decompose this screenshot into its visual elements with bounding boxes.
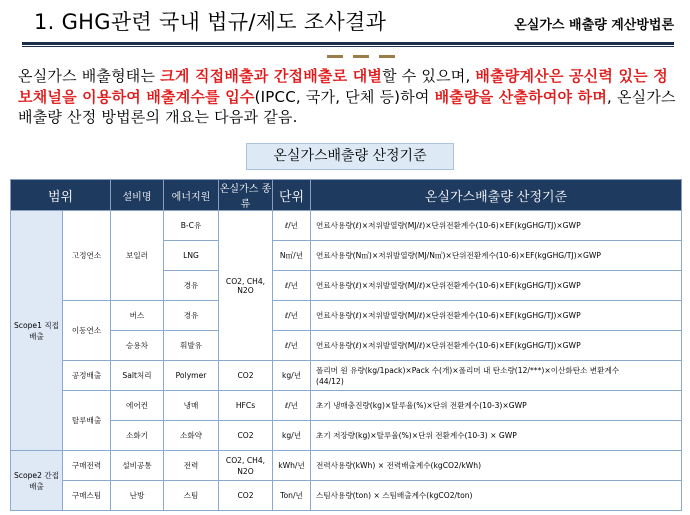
formula-cell: 연료사용량(ℓ)×저위발열량(MJ/ℓ)×단위전환계수(10-6)×EF(kgGHG/TJ)×GWP <box>311 271 682 301</box>
gas-cell: CO2 <box>219 361 273 391</box>
unit-cell: ℓ/년 <box>273 391 311 421</box>
category-cell: 공정배출 <box>63 361 111 391</box>
unit-cell: ℓ/년 <box>273 331 311 361</box>
equipment-cell: 승용차 <box>111 331 164 361</box>
energy-cell: B-C유 <box>164 211 219 241</box>
unit-cell: kg/년 <box>273 361 311 391</box>
header-energy: 에너지원 <box>164 180 219 211</box>
category-cell: 탈루배출 <box>63 391 111 451</box>
intro-paragraph: 온실가스 배출형태는 크게 직접배출과 간접배출로 대별할 수 있으며, 배출량계산은 공신력 있는 정보채널을 이용하여 배출계수를 입수(IPCC, 국가, 단체 등)하여 배출량을 산출하여야 하며, 온실가스 배출량 산정 방법론의 개요는 다음과 같음. <box>18 67 676 126</box>
category-cell: 구매전력 <box>63 451 111 481</box>
unit-cell: ℓ/년 <box>273 211 311 241</box>
title-rule-thin <box>22 46 674 47</box>
formula-cell: 연료사용량(ℓ)×저위발열량(MJ/ℓ)×단위전환계수(10-6)×EF(kgGHG/TJ)×GWP <box>311 331 682 361</box>
formula-cell: 연료사용량(ℓ)×저위발열량(MJ/ℓ)×단위전환계수(10-6)×EF(kgGHG/TJ)×GWP <box>311 301 682 331</box>
equipment-cell: 에어컨 <box>111 391 164 421</box>
energy-cell: 소화약 <box>164 421 219 451</box>
equipment-cell: Salt처리 <box>111 361 164 391</box>
scope1-cell: Scope1 직접배출 <box>11 211 63 451</box>
formula-cell: 연료사용량(ℓ)×저위발열량(MJ/ℓ)×단위전환계수(10-6)×EF(kgGHG/TJ)×GWP <box>311 211 682 241</box>
highlight-2: 배출량계산은 공신력 있는 정보채널을 이용하여 배출계수를 입수 <box>18 67 668 106</box>
table-row <box>11 331 682 361</box>
formula-cell: 초기 냉매충진량(kg)×탈루율(%)×단위 전환계수(10-3)×GWP <box>311 391 682 421</box>
formula-cell: 초기 저장량(kg)×탈루율(%)×단위 전환계수(10-3) × GWP <box>311 421 682 451</box>
table-row <box>11 391 682 421</box>
unit-cell: kWh/년 <box>273 451 311 481</box>
energy-cell: 전력 <box>164 451 219 481</box>
formula-cell: 연료사용량(N㎥)×저위발열량(MJ/N㎥)×단위전환계수(10-6)×EF(kgGHG/TJ)×GWP <box>311 241 682 271</box>
category-cell: 구매스팀 <box>63 481 111 511</box>
table-row <box>11 211 682 241</box>
energy-cell: LNG <box>164 241 219 271</box>
table-row <box>11 361 682 391</box>
table-row <box>11 481 682 511</box>
equipment-cell: 난방 <box>111 481 164 511</box>
category-cell: 이동연소 <box>63 301 111 361</box>
standard-label: 온실가스배출량 산정기준 <box>246 143 454 170</box>
header-scope: 범위 <box>11 180 111 211</box>
gas-cell: CO2, CH4, N2O <box>219 211 273 361</box>
page-title: 1. GHG관련 국내 법규/제도 조사결과 <box>34 10 387 34</box>
unit-cell: kg/년 <box>273 421 311 451</box>
equipment-cell: 설비공통 <box>111 451 164 481</box>
gas-cell: HFCs <box>219 391 273 421</box>
energy-cell: 냉매 <box>164 391 219 421</box>
unit-cell: Ton/년 <box>273 481 311 511</box>
gas-cell: CO2 <box>219 421 273 451</box>
unit-cell: ℓ/년 <box>273 271 311 301</box>
table-row <box>11 451 682 481</box>
table-row <box>11 301 682 331</box>
highlight-3: 배출량을 산출하여야 하며 <box>434 87 608 106</box>
unit-cell: ℓ/년 <box>273 301 311 331</box>
header-formula: 온실가스배출량 산정기준 <box>311 180 682 211</box>
energy-cell: 경유 <box>164 301 219 331</box>
ghg-calculation-table <box>10 179 682 511</box>
header-unit: 단위 <box>273 180 311 211</box>
energy-cell: 휘발유 <box>164 331 219 361</box>
unit-cell: N㎥/년 <box>273 241 311 271</box>
title-rule-thick <box>22 42 674 45</box>
equipment-cell: 소화기 <box>111 421 164 451</box>
gas-cell: CO2 <box>219 481 273 511</box>
category-cell: 고정연소 <box>63 211 111 301</box>
formula-cell: 전력사용량(kWh) × 전력배출계수(kgCO2/kWh) <box>311 451 682 481</box>
gas-cell: CO2, CH4, N2O <box>219 451 273 481</box>
energy-cell: 경유 <box>164 271 219 301</box>
formula-cell: 폴리머 원 유량(kg/1pack)×Pack 수(개)×폴리머 내 탄소량(12/***)×이산화탄소 변환계수 (44/12) <box>311 361 682 391</box>
header-gas: 온실가스 종류 <box>219 180 273 211</box>
equipment-cell: 보일러 <box>111 211 164 301</box>
decor-dashes <box>327 55 395 58</box>
highlight-1: 크게 직접배출과 간접배출로 대별 <box>160 67 383 85</box>
header-equipment: 설비명 <box>111 180 164 211</box>
equipment-cell: 버스 <box>111 301 164 331</box>
energy-cell: Polymer <box>164 361 219 391</box>
table-row <box>11 421 682 451</box>
formula-cell: 스팀사용량(ton) × 스팀배출계수(kgCO2/ton) <box>311 481 682 511</box>
table-header-row <box>11 180 682 211</box>
scope2-cell: Scope2 간접배출 <box>11 451 63 511</box>
energy-cell: 스팀 <box>164 481 219 511</box>
page-subtitle: 온실가스 배출량 계산방법론 <box>514 18 674 33</box>
